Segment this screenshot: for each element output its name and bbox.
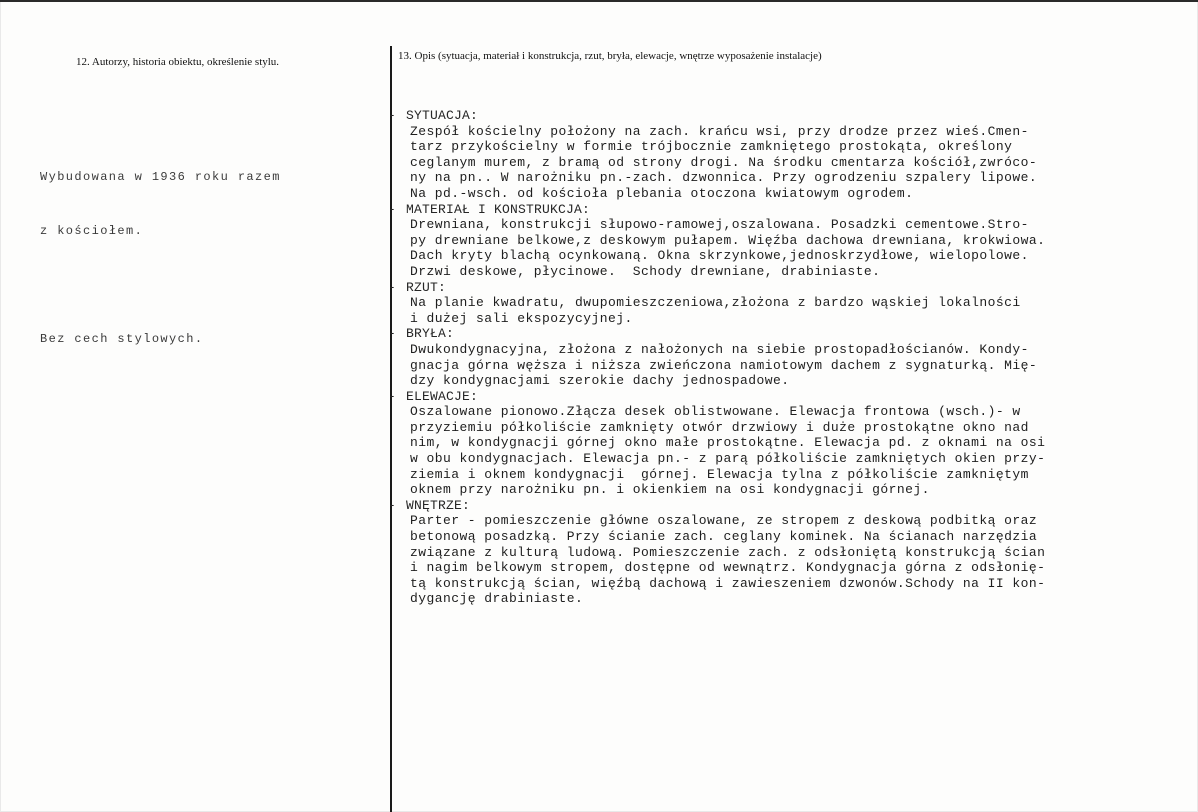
blank-line [40,276,281,294]
section-line: py drewniane belkowe,z deskowym pułapem. Więźba dachowa drewniana, krokwiowa. [410,232,1046,248]
section-heading: - WNĘTRZE: [388,497,471,513]
section-elewacje [388,389,1178,498]
section-wnetrze [388,498,1178,607]
section-line: Na pd.-wsch. od kościoła plebania otoczona kwiatowym ogrodem. [410,185,914,201]
section-rzut [388,280,1178,327]
section-heading: - SYTUACJA: [388,108,479,123]
dash-marker: - [388,201,397,217]
dash-marker: - [388,497,397,513]
dash-marker: - [388,388,397,404]
section-line: Drewniana, konstrukcji słupowo-ramowej,oszalowana. Posadzki cementowe.Stro- [410,217,1029,233]
section-line: betonową posadzką. Przy ścianie zach. ceglany kominek. Na ścianach narzędzia [410,529,1038,545]
section-line: Dwukondygnacyjna, złożona z nałożonych na siebie prostopadłościanów. Kondy- [410,341,1029,357]
section-line: ziemia i oknem kondygnacji górnej. Elewacja tylna z półkoliście zamkniętym [410,466,1029,482]
section-line: Drzwi deskowe, płycinowe. Schody drewniane, drabiniaste. [410,263,881,279]
section-line: i nagim belkowym stropem, dostępne od wewnątrz. Kondygnacja górna z odsłonię- [410,560,1046,576]
section-line: Dach kryty blachą ocynkowaną. Okna skrzynkowe,jednoskrzydłowe, wielopolowe. [410,248,1029,264]
section-heading: - RZUT: [388,279,447,295]
section-bryla [388,326,1178,388]
style-note: Bez cech stylowych. [40,332,204,346]
top-border [0,0,1198,2]
section-line: i dużej sali ekspozycyjnej. [410,310,633,326]
section-line: Oszalowane pionowo.Złącza desek oblistwowane. Elewacja frontowa (wsch.)- w [410,404,1021,420]
section-line: dygancję drabiniaste. [410,591,584,607]
history-column [40,132,281,384]
section-sytuacja [388,108,1178,202]
section-line: tą konstrukcją ścian, więźbą dachową i zawieszeniem dzwonów.Schody na II kon- [410,575,1046,591]
section-12-header: 12. Autorzy, historia obiektu, określenie stylu. [76,56,280,68]
section-line: dzy kondygnacjami szerokie dachy jednospadowe. [410,373,790,389]
section-line: Na planie kwadratu, dwupomieszczeniowa,złożona z bardzo wąskiej lokalności [410,295,1021,311]
section-heading: - ELEWACJE: [388,388,479,404]
section-line: Zespół kościelny położony na zach. krańcu wsi, przy drodze przez wieś.Cmen- [410,123,1029,139]
section-line: w obu kondygnacjach. Elewacja pn.- z parą półkoliście zamkniętych okien przy- [410,451,1046,467]
section-line: tarz przykościelny w formie trójbocznie zamkniętego prostokąta, określony [410,139,1013,155]
section-line: ny na pn.. W narożniku pn.-zach. dzwonnica. Przy ogrodzeniu szpalery lipowe. [410,170,1038,186]
section-13-header: 13. Opis (sytuacja, materiał i konstrukcja, rzut, bryła, elewacje, wnętrze wyposażenie instalacje) [398,50,822,62]
dash-marker: - [388,108,397,123]
section-line: związane z kulturą ludową. Pomieszczenie zach. z odsłoniętą konstrukcją ścian [410,544,1046,560]
section-line: oknem przy narożniku pn. i okienkiem na osi kondygnacji górnej. [410,482,930,498]
section-line: nim, w kondygnacji górnej okno małe prostokątne. Elewacja pd. z oknami na osi [410,435,1046,451]
section-line: ceglanym murem, z bramą od strony drogi. Na środku cmentarza kościół,zwróco- [410,154,1038,170]
section-line: Parter - pomieszczenie główne oszalowane, ze stropem z deskową podbitką oraz [410,513,1038,529]
dash-marker: - [388,326,397,342]
section-heading: - MATERIAŁ I KONSTRUKCJA: [388,201,591,217]
section-heading: - BRYŁA: [388,326,455,342]
dash-marker: - [388,279,397,295]
description-column [388,108,1178,607]
section-material [388,202,1178,280]
section-line: przyziemiu półkoliście zamknięty otwór drzwiowy i duże prostokątne okno nad [410,419,1029,435]
history-line: Wybudowana w 1936 roku razem [40,170,281,184]
section-line: gnacja górna węższa i niższa zwieńczona namiotowym dachem z sygnaturką. Mię- [410,357,1038,373]
history-line: z kościołem. [40,224,144,238]
